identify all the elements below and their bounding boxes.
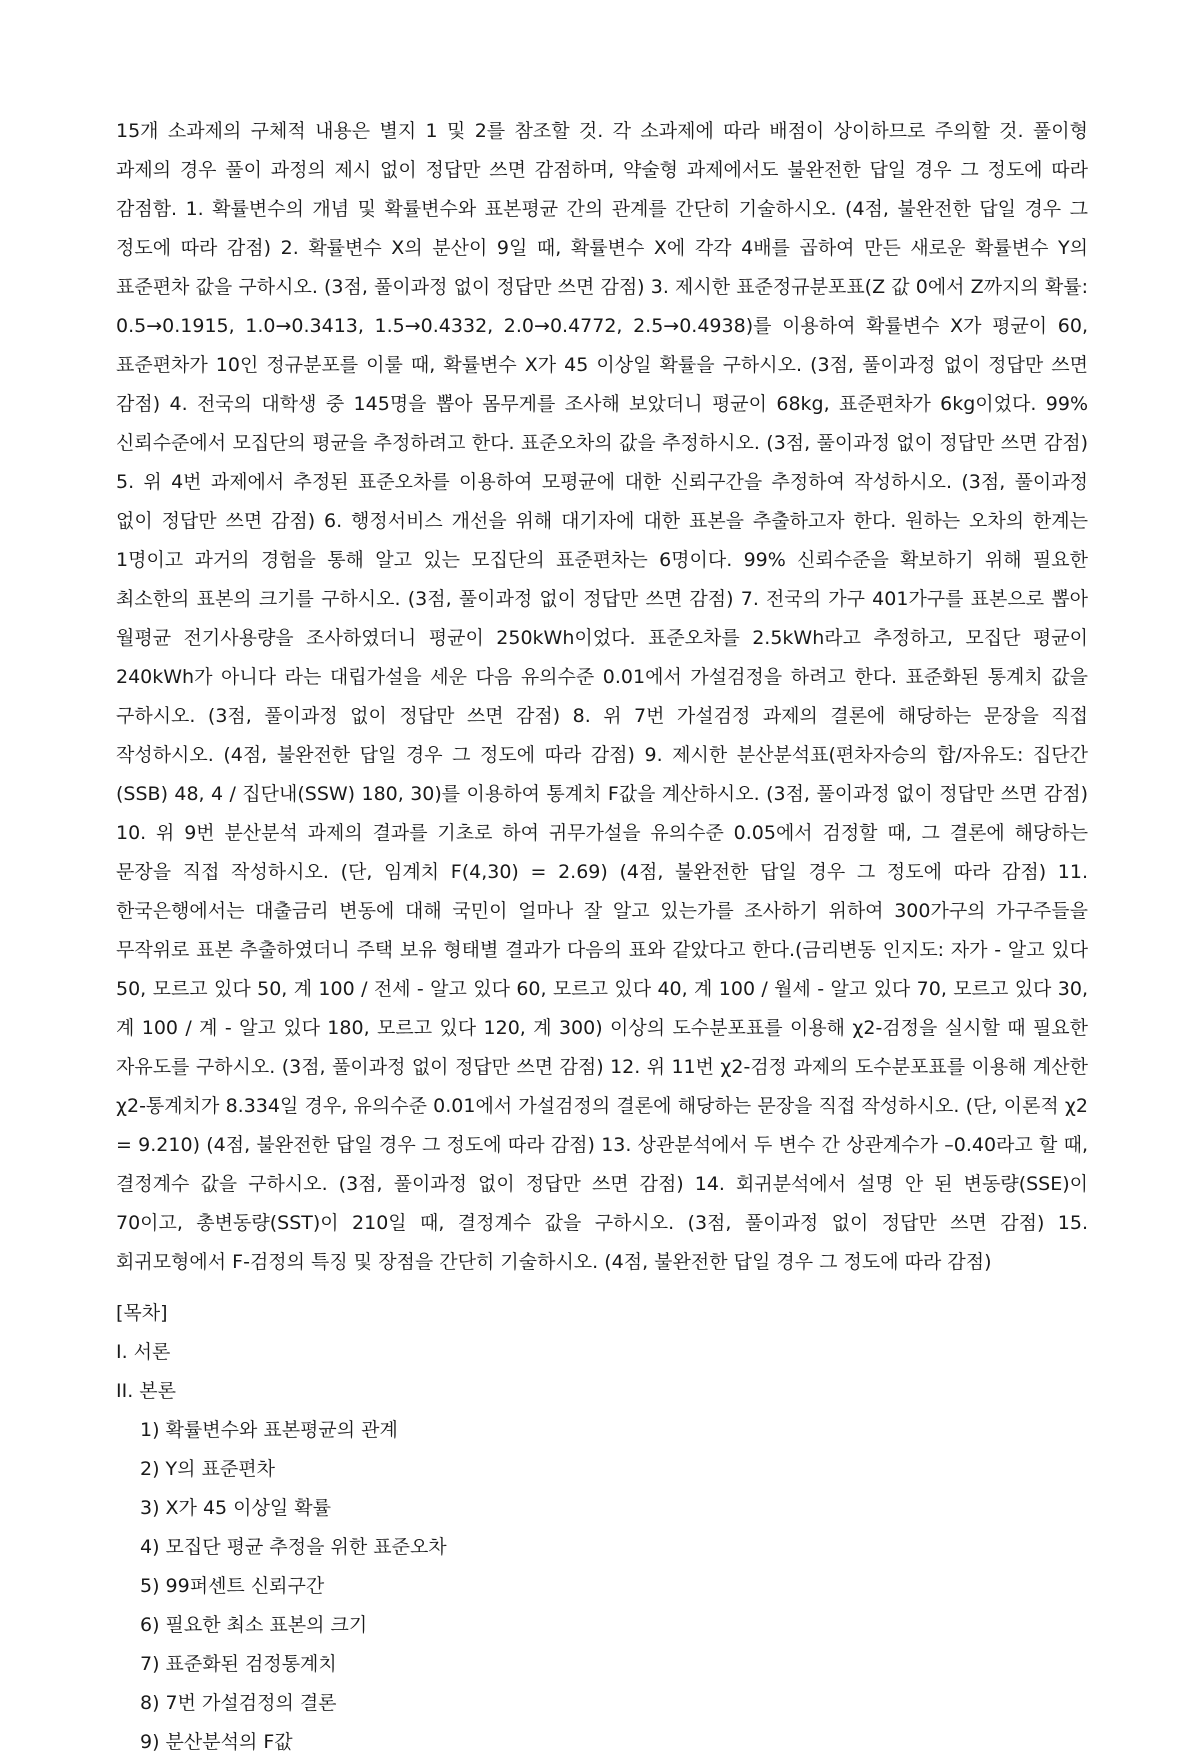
toc-item: 1) 확률변수와 표본평균의 관계 bbox=[140, 1419, 398, 1441]
toc-section-body: II. 본론 bbox=[116, 1380, 176, 1402]
toc-title: [목차] bbox=[116, 1302, 168, 1324]
toc-item: 7) 표준화된 검정통계치 bbox=[140, 1653, 337, 1675]
document-page bbox=[116, 112, 1088, 1762]
toc-item: 5) 99퍼센트 신뢰구간 bbox=[140, 1575, 325, 1597]
toc-item: 6) 필요한 최소 표본의 크기 bbox=[140, 1614, 368, 1636]
toc-item: 8) 7번 가설검정의 결론 bbox=[140, 1692, 337, 1714]
toc-item: 9) 분산분석의 F값 bbox=[140, 1731, 293, 1753]
assignment-instructions: 15개 소과제의 구체적 내용은 별지 1 및 2를 참조할 것. 각 소과제에 따라 배점이 상이하므로 주의할 것. 풀이형 과제의 경우 풀이 과정의 제시 없이 정답만 쓰면 감점하며, 약술형 과제에서도 불완전한 답일 경우 그 정도에 따라 감점함. 1. 확률변수의 개념 및 확률변수와 표본평균 간의 관계를 간단히 기술하시오. (4점, 불완전한 답일 경우 그 정도에 따라 감점) 2. 확률변수 X의 분산이 9일 때, 확률변수 X에 각각 4배를 곱하여 만든 새로운 확률변수 Y의 표준편차 값을 구하시오. (3점, 풀이과정 없이 정답만 쓰면 감점) 3. 제시한 표준정규분포표(Z 값 0에서 Z까지의 확률: 0.5→0.1915, 1.0→0.3413, 1.5→0.4332, 2.0→0.4772, 2.5→0.4938)를 이용하여 확률변수 X가 평균이 60, 표준편차가 10인 정규분포를 이룰 때, 확률변수 X가 45 이상일 확률을 구하시오. (3점, 풀이과정 없이 정답만 쓰면 감점) 4. 전국의 대학생 중 145명을 뽑아 몸무게를 조사해 보았더니 평균이 68kg, 표준편차가 6kg이었다. 99% 신뢰수준에서 모집단의 평균을 추정하려고 한다. 표준오차의 값을 추정하시오. (3점, 풀이과정 없이 정답만 쓰면 감점) 5. 위 4번 과제에서 추정된 표준오차를 이용하여 모평균에 대한 신뢰구간을 추정하여 작성하시오. (3점, 풀이과정 없이 정답만 쓰면 감점) 6. 행정서비스 개선을 위해 대기자에 대한 표본을 추출하고자 한다. 원하는 오차의 한계는 1명이고 과거의 경험을 통해 알고 있는 모집단의 표준편차는 6명이다. 99% 신뢰수준을 확보하기 위해 필요한 최소한의 표본의 크기를 구하시오. (3점, 풀이과정 없이 정답만 쓰면 감점) 7. 전국의 가구 401가구를 표본으로 뽑아 월평균 전기사용량을 조사하였더니 평균이 250kWh이었다. 표준오차를 2.5kWh라고 추정하고, 모집단 평균이 240kWh가 아니다 라는 대립가설을 세운 다음 유의수준 0.01에서 가설검정을 하려고 한다. 표준화된 통계치 값을 구하시오. (3점, 풀이과정 없이 정답만 쓰면 감점) 8. 위 7번 가설검정 과제의 결론에 해당하는 문장을 직접 작성하시오. (4점, 불완전한 답일 경우 그 정도에 따라 감점) 9. 제시한 분산분석표(편차자승의 합/자유도: 집단간(SSB) 48, 4 / 집단내(SSW) 180, 30)를 이용하여 통계치 F값을 계산하시오. (3점, 풀이과정 없이 정답만 쓰면 감점) 10. 위 9번 분산분석 과제의 결과를 기초로 하여 귀무가설을 유의수준 0.05에서 검정할 때, 그 결론에 해당하는 문장을 직접 작성하시오. (단, 임계치 F(4,30) = 2.69) (4점, 불완전한 답일 경우 그 정도에 따라 감점) 11. 한국은행에서는 대출금리 변동에 대해 국민이 얼마나 잘 알고 있는가를 조사하기 위하여 300가구의 가구주들을 무작위로 표본 추출하였더니 주택 보유 형태별 결과가 다음의 표와 같았다고 한다.(금리변동 인지도: 자가 - 알고 있다 50, 모르고 있다 50, 계 100 / 전세 - 알고 있다 60, 모르고 있다 40, 계 100 / 월세 - 알고 있다 70, 모르고 있다 30, 계 100 / 계 - 알고 있다 180, 모르고 있다 120, 계 300) 이상의 도수분포표를 이용해 χ2-검정을 실시할 때 필요한 자유도를 구하시오. (3점, 풀이과정 없이 정답만 쓰면 감점) 12. 위 11번 χ2-검정 과제의 도수분포표를 이용해 계산한 χ2-통계치가 8.334일 경우, 유의수준 0.01에서 가설검정의 결론에 해당하는 문장을 직접 작성하시오. (단, 이론적 χ2 = 9.210) (4점, 불완전한 답일 경우 그 정도에 따라 감점) 13. 상관분석에서 두 변수 간 상관계수가 –0.40라고 할 때, 결정계수 값을 구하시오. (3점, 풀이과정 없이 정답만 쓰면 감점) 14. 회귀분석에서 설명 안 된 변동량(SSE)이 70이고, 총변동량(SST)이 210일 때, 결정계수 값을 구하시오. (3점, 풀이과정 없이 정답만 쓰면 감점) 15. 회귀모형에서 F-검정의 특징 및 장점을 간단히 기술하시오. (4점, 불완전한 답일 경우 그 정도에 따라 감점) bbox=[116, 120, 1088, 1273]
toc-item: 4) 모집단 평균 추정을 위한 표준오차 bbox=[140, 1536, 447, 1558]
toc-item: 2) Y의 표준편차 bbox=[140, 1458, 275, 1480]
toc-section-intro: I. 서론 bbox=[116, 1341, 171, 1363]
toc-list bbox=[116, 1411, 1088, 1762]
toc-item: 3) X가 45 이상일 확률 bbox=[140, 1497, 331, 1519]
